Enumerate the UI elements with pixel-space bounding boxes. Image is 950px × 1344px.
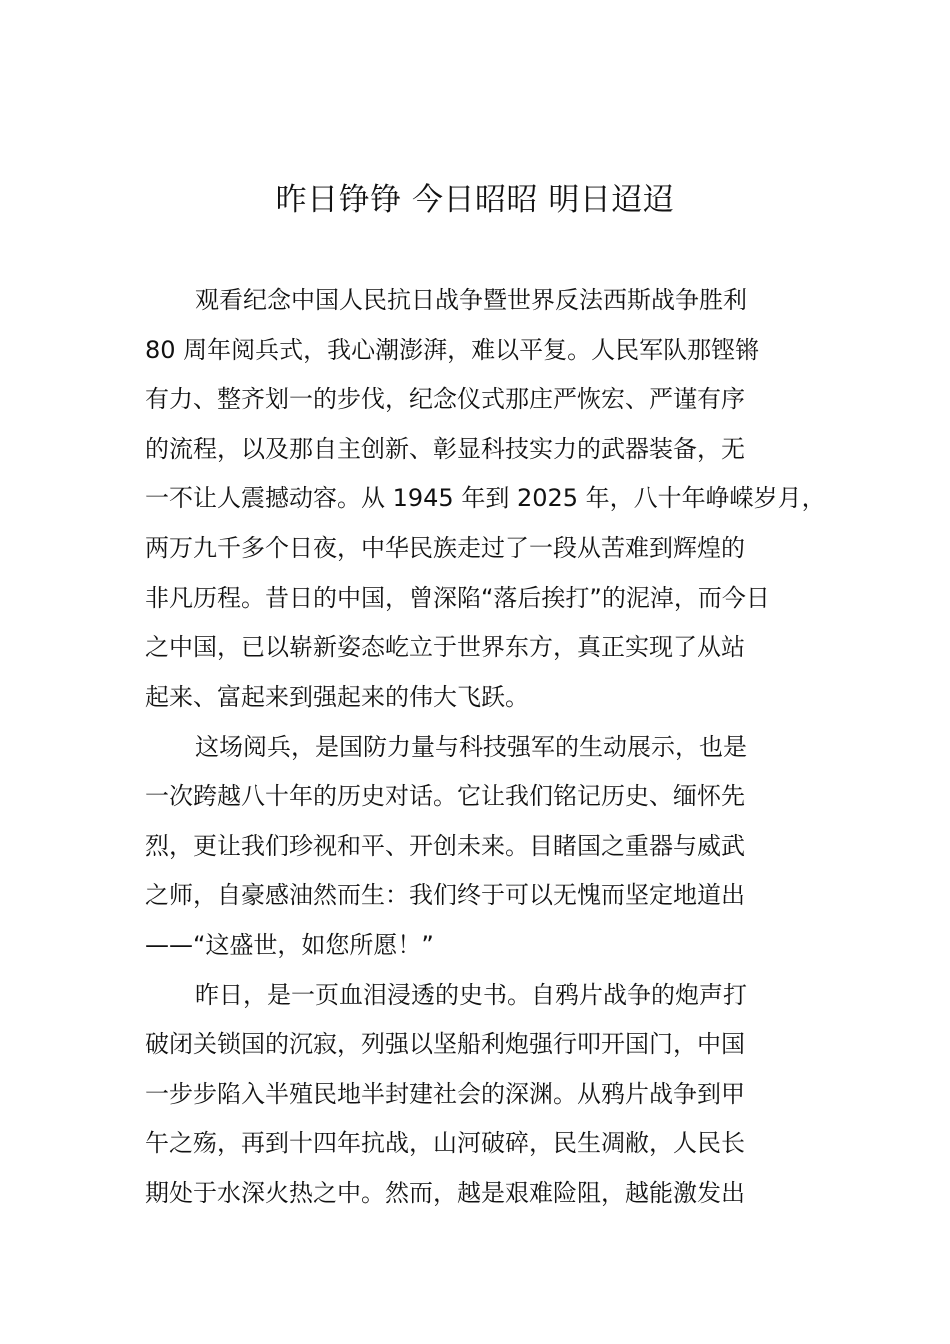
paragraph-1-line-5: 一不让人震撼动容。从 1945 年到 2025 年，八十年峥嵘岁月，	[145, 484, 826, 512]
paragraph-1-line-1: 观看纪念中国人民抗日战争暨世界反法西斯战争胜利	[195, 286, 747, 314]
document-title: 昨日铮铮 今日昭昭 明日迢迢	[275, 182, 675, 218]
paragraph-2-line-4: 之师，自豪感油然而生：我们终于可以无愧而坚定地道出	[145, 881, 745, 909]
paragraph-2-line-1: 这场阅兵，是国防力量与科技强军的生动展示，也是	[195, 733, 747, 761]
paragraph-3-line-3: 一步步陷入半殖民地半封建社会的深渊。从鸦片战争到甲	[145, 1080, 745, 1108]
paragraph-3-line-5: 期处于水深火热之中。然而，越是艰难险阻，越能激发出	[145, 1179, 745, 1207]
paragraph-1-line-7: 非凡历程。昔日的中国，曾深陷“落后挨打”的泥淖，而今日	[145, 584, 770, 612]
paragraph-3-line-2: 破闭关锁国的沉寂，列强以坚船利炮强行叩开国门，中国	[145, 1030, 745, 1058]
paragraph-2-line-5: ——“这盛世，如您所愿！”	[145, 931, 434, 959]
paragraph-1-line-2: 80 周年阅兵式，我心潮澎湃，难以平复。人民军队那铿锵	[145, 336, 760, 364]
paragraph-1-line-6: 两万九千多个日夜，中华民族走过了一段从苦难到辉煌的	[145, 534, 745, 562]
paragraph-1-line-8: 之中国，已以崭新姿态屹立于世界东方，真正实现了从站	[145, 633, 745, 661]
paragraph-1-line-9: 起来、富起来到强起来的伟大飞跃。	[145, 683, 529, 711]
paragraph-3-line-4: 午之殇，再到十四年抗战，山河破碎，民生凋敝，人民长	[145, 1129, 745, 1157]
paragraph-3-line-1: 昨日，是一页血泪浸透的史书。自鸦片战争的炮声打	[195, 981, 747, 1009]
paragraph-1-line-3: 有力、整齐划一的步伐，纪念仪式那庄严恢宏、严谨有序	[145, 385, 745, 413]
paragraph-2-line-2: 一次跨越八十年的历史对话。它让我们铭记历史、缅怀先	[145, 782, 745, 810]
paragraph-1-line-4: 的流程，以及那自主创新、彰显科技实力的武器装备，无	[145, 435, 745, 463]
paragraph-2-line-3: 烈，更让我们珍视和平、开创未来。目睹国之重器与威武	[145, 832, 745, 860]
